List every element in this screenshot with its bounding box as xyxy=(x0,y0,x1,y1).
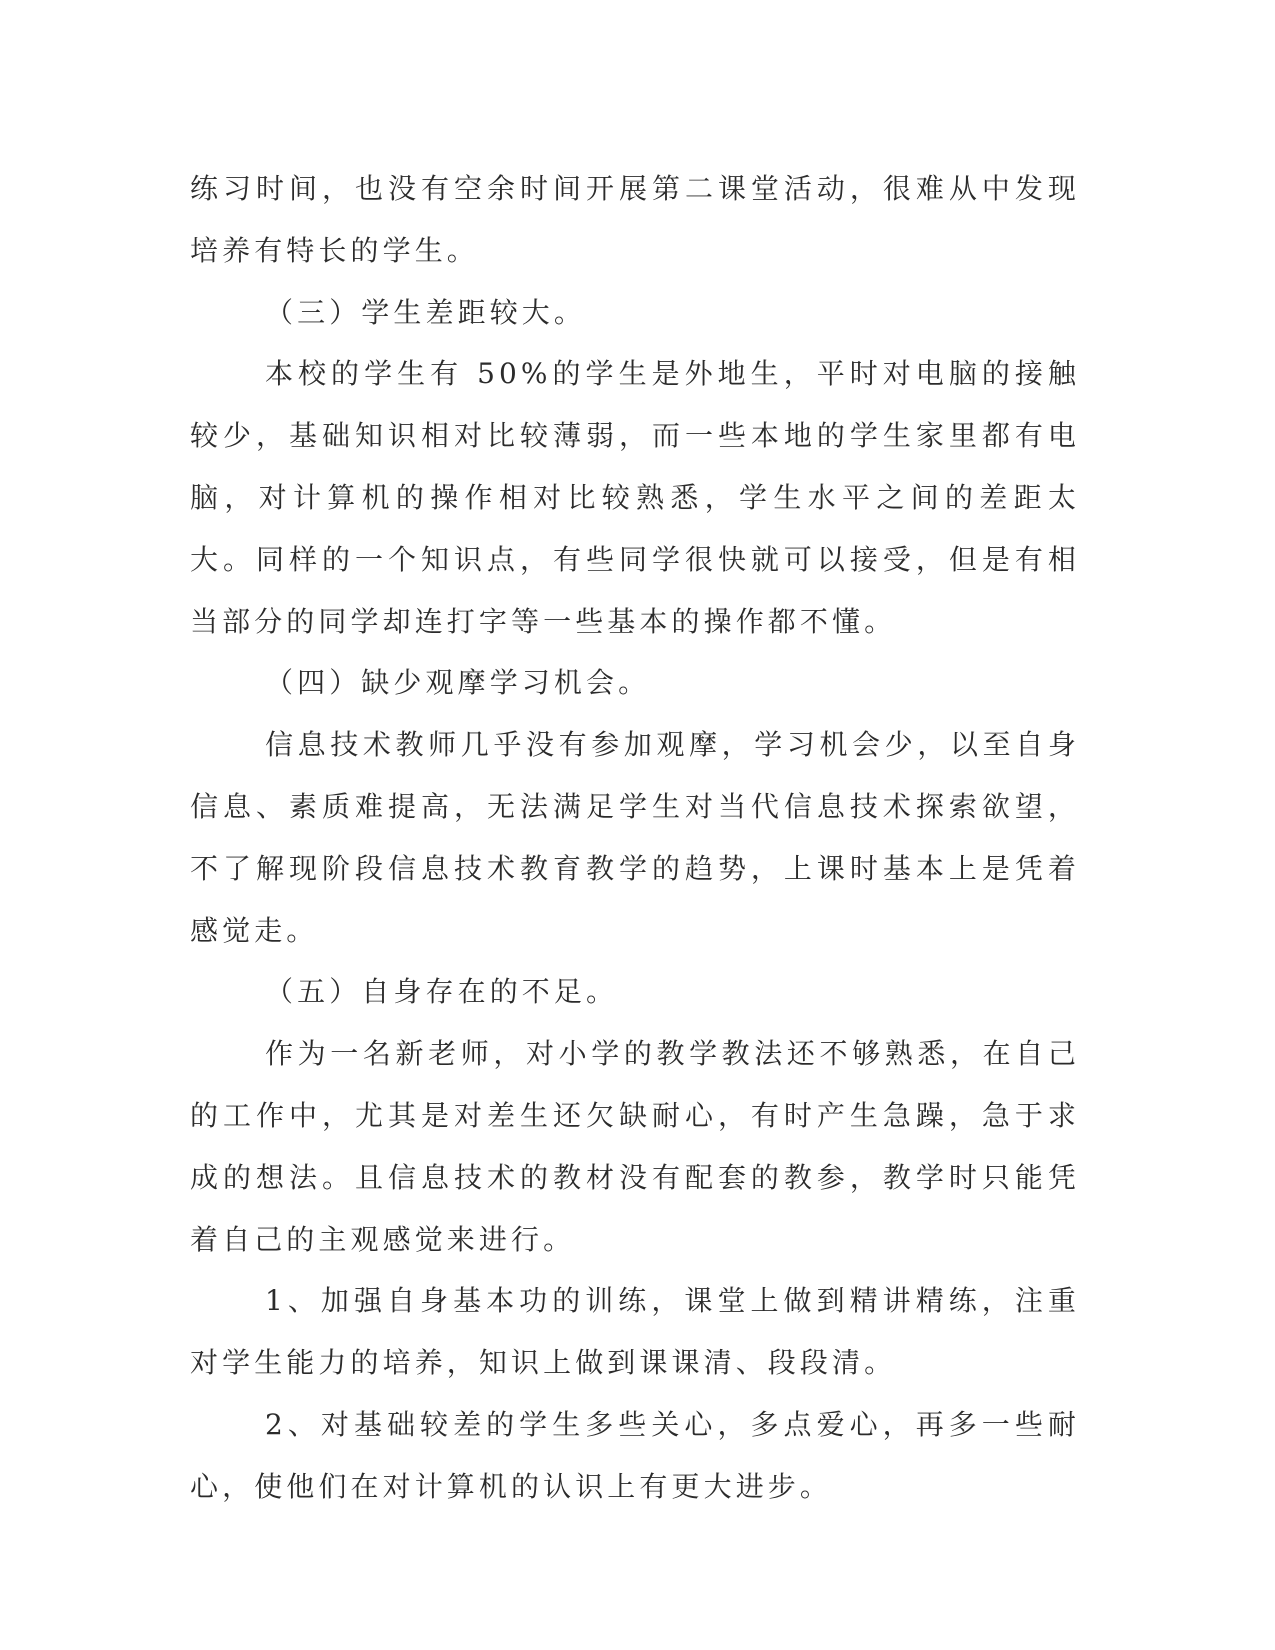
list-item-1: 1、加强自身基本功的训练，课堂上做到精讲精练，注重对学生能力的培养，知识上做到课课清、段段清。 xyxy=(190,1284,1080,1380)
paragraph-student-gap: 本校的学生有 50%的学生是外地生，平时对电脑的接触较少，基础知识相对比较薄弱，而一些本地的学生家里都有电脑，对计算机的操作相对比较熟悉，学生水平之间的差距太大。同样的一个知识点，有些同学很快就可以接受，但是有相当部分的同学却连打字等一些基本的操作都不懂。 xyxy=(190,357,1080,638)
paragraph-continued: 练习时间，也没有空余时间开展第二课堂活动，很难从中发现培养有特长的学生。 xyxy=(190,172,1080,267)
paragraph-shortcomings: 作为一名新老师，对小学的教学教法还不够熟悉，在自己的工作中，尤其是对差生还欠缺耐心，有时产生急躁，急于求成的想法。且信息技术的教材没有配套的教参，教学时只能凭着自己的主观感觉来进行。 xyxy=(190,1037,1080,1256)
document-body xyxy=(190,158,1080,1518)
heading-section-four: （四）缺少观摩学习机会。 xyxy=(265,666,651,700)
heading-section-five: （五）自身存在的不足。 xyxy=(265,975,619,1009)
paragraph-observation: 信息技术教师几乎没有参加观摩，学习机会少，以至自身信息、素质难提高，无法满足学生对当代信息技术探索欲望，不了解现阶段信息技术教育教学的趋势，上课时基本上是凭着感觉走。 xyxy=(190,728,1080,947)
heading-section-three: （三）学生差距较大。 xyxy=(265,295,587,329)
list-item-2: 2、对基础较差的学生多些关心，多点爱心，再多一些耐心，使他们在对计算机的认识上有更大进步。 xyxy=(190,1407,1080,1503)
